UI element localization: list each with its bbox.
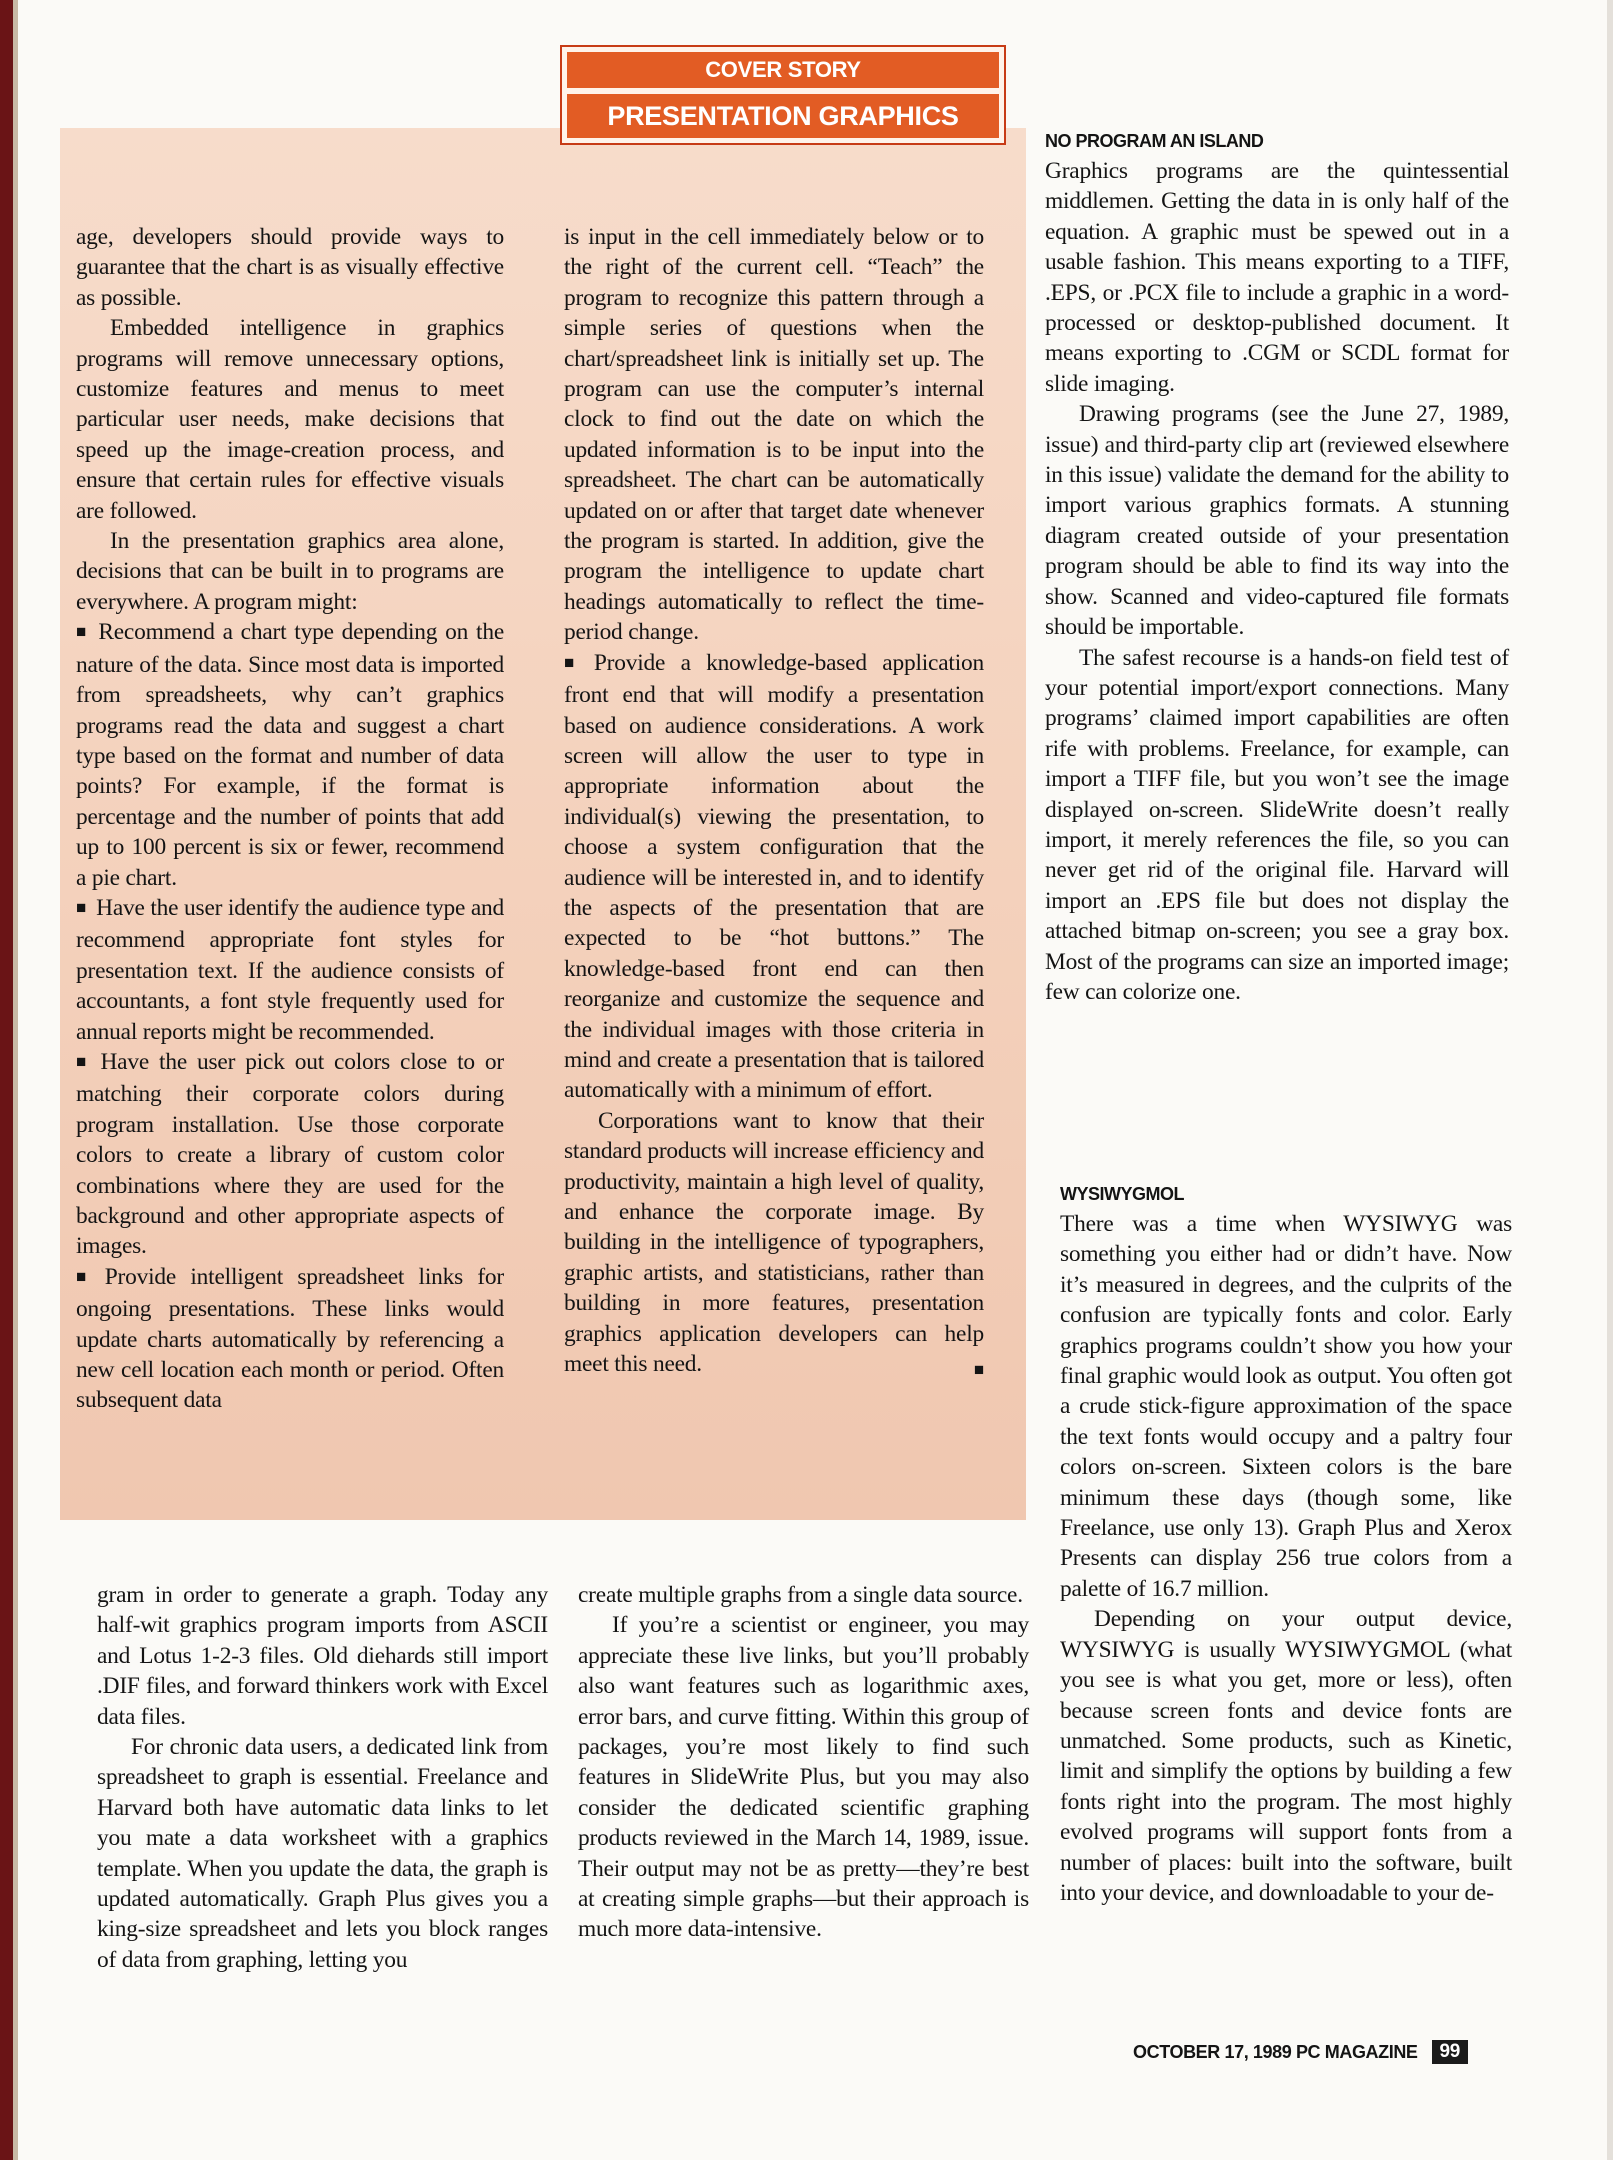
paragraph: For chronic data users, a dedicated link from spreadsheet to graph is essential. Freelance and Harvard both have automatic data links to let you mate a data worksheet with a graphics template. When you update the data, the graph is updated automatically. Graph Plus gives you a king-size spreadsheet and lets you block ranges of data from graphing, letting you bbox=[97, 1734, 548, 1973]
bullet-item bbox=[76, 1262, 504, 1416]
paragraph: In the presentation graphics area alone, decisions that can be built in to programs are everywhere. A program might: bbox=[76, 528, 504, 615]
paragraph: Drawing programs (see the June 27, 1989, issue) and third-party clip art (reviewed elsewhere in this issue) validate the demand for the ability to import various graphics formats. A stunning diagram created outside of your presentation program should be able to find its way into the show. Scanned and video-captured file formats should be importable. bbox=[1045, 401, 1509, 641]
bullet-item bbox=[76, 893, 504, 1047]
end-mark-icon: ■ bbox=[973, 1360, 984, 1380]
paragraph: If you’re a scientist or engineer, you may appreciate these live links, but you’ll probably also want features such as logarithmic axes, error bars, and curve fitting. Within this group of packages, you’re most likely to find such features in SlideWrite Plus, but you may also consider the dedicated scientific graphing products reviewed in the March 14, 1989, issue. Their output may not be as pretty—they’re best at creating simple graphs—but their approach is much more data-intensive. bbox=[578, 1612, 1029, 1943]
bullet-text: Have the user identify the audience type and recommend appropriate font styles for presentation text. If the audience consists of accountants, a font style frequently used for annual reports might be recommended. bbox=[76, 894, 504, 1045]
binding-shadow bbox=[13, 0, 18, 2160]
paragraph: gram in order to generate a graph. Today any half-wit graphics program imports from ASCII and Lotus 1-2-3 files. Old diehards still import .DIF files, and forward thinkers work with Excel data files. bbox=[97, 1582, 548, 1730]
footer-issue: OCTOBER 17, 1989 PC MAGAZINE bbox=[1133, 2041, 1418, 2062]
paragraph-text: Corporations want to know that their standard products will increase efficiency and productivity, maintain a high level of quality, and enhance the corporate image. By building in the intelligence of typographers, graphic artists, and statisticians, rather than building in more features, presentation graphics application developers can help meet this need. bbox=[564, 1107, 984, 1378]
body-column-1 bbox=[97, 1580, 548, 1975]
bullet-text: Have the user pick out colors close to or matching their corporate colors during program installation. Use those corporate colors to create a library of custom color combinations where they are used for the background and other appropriate aspects of images. bbox=[76, 1048, 504, 1260]
paragraph: Graphics programs are the quintessential middlemen. Getting the data in is only half of the equation. A graphic must be spewed out in a usable fashion. This means exporting to a TIFF, .EPS, or .PCX file to include a graphic in a word-processed or desktop-published document. It means exporting to .CGM or SCDL format for slide imaging. bbox=[1045, 158, 1509, 397]
page-edge bbox=[1607, 0, 1613, 2160]
bullet-icon: ■ bbox=[76, 1051, 91, 1071]
bullet-icon: ■ bbox=[564, 652, 584, 672]
section-heading: WYSIWYGMOL bbox=[1060, 1184, 1184, 1204]
page-number: 99 bbox=[1432, 2040, 1468, 2064]
paragraph: Embedded intelligence in graphics programs will remove unnecessary options, customize features and menus to meet particular user needs, make decisions that speed up the image-creation process, and ensure that certain rules for effective visuals are followed. bbox=[76, 315, 504, 524]
body-column-3-top bbox=[1045, 156, 1509, 1007]
section-header bbox=[560, 45, 1006, 145]
page-footer bbox=[1133, 2040, 1468, 2064]
bullet-item bbox=[76, 617, 504, 893]
section-heading: NO PROGRAM AN ISLAND bbox=[1045, 131, 1264, 151]
bullet-icon: ■ bbox=[76, 622, 89, 642]
paragraph: Depending on your output device, WYSIWYG is usually WYSIWYGMOL (what you see is what you get, more or less), often because screen fonts and device fonts are unmatched. Some products, such as Kinetic, limit and simplify the options by building a few fonts right into the program. The most highly evolved programs will support fonts from a number of places: built into the software, built into your device, and downloadable to your de- bbox=[1060, 1606, 1512, 1906]
sidebar-column-2 bbox=[564, 222, 984, 1385]
binding-edge bbox=[0, 0, 13, 2160]
paragraph: There was a time when WYSIWYG was something you either had or didn’t have. Now it’s measured in degrees, and the culprits of the confusion are typically fonts and color. Early graphics programs couldn’t show you how your final graphic would look as output. You often got a crude stick-figure approximation of the space the text fonts would occupy and a paltry four colors on-screen. Sixteen colors is the bare minimum these days (though some, like Freelance, use only 13). Graph Plus and Xerox Presents can display 256 true colors from a palette of 16.7 million. bbox=[1060, 1211, 1512, 1602]
bullet-text: Provide a knowledge-based application front end that will modify a presentation based on audience considerations. A work screen will allow the user to type in appropriate information about the individual(s) viewing the presentation, to choose a system configuration that the audience will be interested in, and to identify the aspects of the presentation that are expected to be “hot buttons.” The knowledge-based front end can then reorganize and customize the sequence and the individual images with those criteria in mind and create a presentation that is tailored automatically with a minimum of effort. bbox=[564, 649, 984, 1104]
body-column-3-bottom bbox=[1060, 1209, 1512, 1908]
bullet-item bbox=[564, 648, 984, 1106]
paragraph: is input in the cell immediately below or to the right of the current cell. “Teach” the program to recognize this pattern through a simple series of questions when the chart/spreadsheet link is initially set up. The program can use the computer’s internal clock to find out the date on which the updated information is to be input into the spreadsheet. The chart can be automatically updated on or after that target date whenever the program is started. In addition, give the program the intelligence to update chart headings automatically to reflect the time-period change. bbox=[564, 224, 984, 646]
bullet-icon: ■ bbox=[76, 897, 87, 917]
paragraph: age, developers should provide ways to guarantee that the chart is as visually effective as possible. bbox=[76, 224, 504, 311]
header-title: PRESENTATION GRAPHICS bbox=[567, 94, 999, 138]
paragraph bbox=[564, 1106, 984, 1380]
bullet-text: Provide intelligent spreadsheet links for ongoing presentations. These links would update charts automatically by referencing a new cell location each month or period. Often subsequent data bbox=[76, 1263, 504, 1414]
paragraph: create multiple graphs from a single data source. bbox=[578, 1582, 1023, 1608]
bullet-text: Recommend a chart type depending on the nature of the data. Since most data is imported from spreadsheets, why can’t graphics programs read the data and suggest a chart type based on the format and number of data points? For example, if the format is percentage and the number of points that add up to 100 percent is six or fewer, recommend a pie chart. bbox=[76, 619, 504, 891]
body-column-2 bbox=[578, 1580, 1029, 1945]
paragraph: The safest recourse is a hands-on field test of your potential import/export connections. Many programs’ claimed import capabilities are often rife with problems. Freelance, for example, can import a TIFF file, but you won’t see the image displayed on-screen. SlideWrite doesn’t really import, it merely references the file, so you can never get rid of the original file. Harvard will import an .EPS file but does not display the attached bitmap on-screen; you see a gray box. Most of the programs can size an imported image; few can colorize one. bbox=[1045, 644, 1509, 1005]
sidebar-column-1 bbox=[76, 222, 504, 1416]
header-kicker: COVER STORY bbox=[567, 52, 999, 88]
bullet-item bbox=[76, 1047, 504, 1262]
bullet-icon: ■ bbox=[76, 1266, 95, 1286]
